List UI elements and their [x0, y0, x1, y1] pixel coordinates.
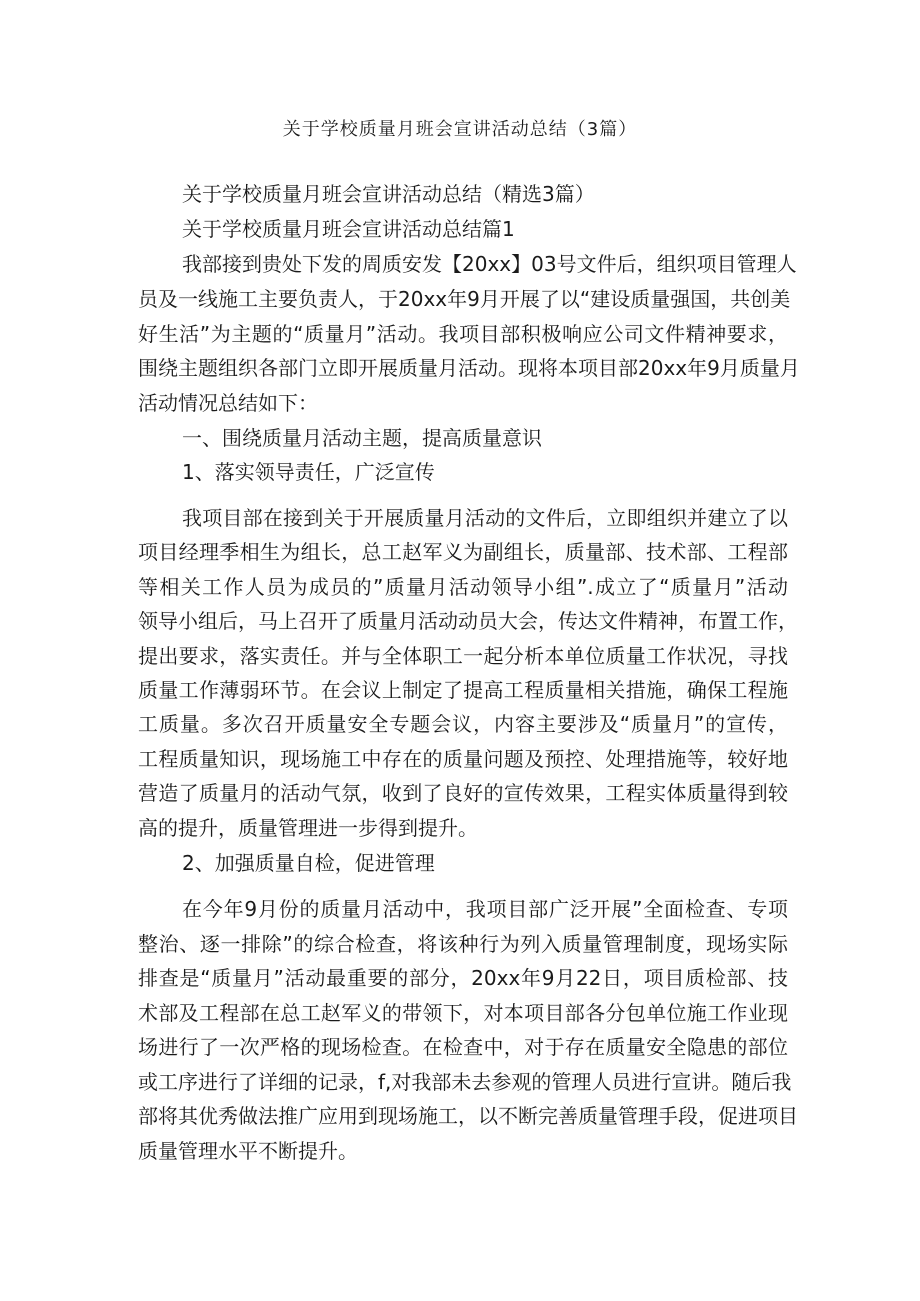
- paragraph-line: 我部接到贵处下发的周质安发【20xx】03号文件后，组织项目管理人: [182, 252, 797, 276]
- paragraph-line: 高的提升，质量管理进一步得到提升。: [138, 816, 478, 840]
- paragraph-line: 工程质量知识，现场施工中存在的质量问题及预控、处理措施等，较好地: [138, 747, 788, 771]
- paragraph-line: 整治、逐一排除”的综合检查，将该种行为列入质量管理制度，现场实际: [138, 932, 788, 956]
- paragraph-line: 围绕主题组织各部门立即开展质量月活动。现将本项目部20xx年9月质量月: [138, 356, 800, 380]
- paragraph-line: 活动情况总结如下：: [138, 391, 318, 415]
- paragraph-line: 或工序进行了详细的记录，f,对我部未去参观的管理人员进行宣讲。随后我: [138, 1070, 792, 1094]
- paragraph-line: 工质量。多次召开质量安全专题会议，内容主要涉及“质量月”的宣传，: [138, 712, 788, 736]
- paragraph-line: 部将其优秀做法推广应用到现场施工，以不断完善质量管理手段，促进项目: [138, 1104, 798, 1128]
- paragraph-line: 在今年9月份的质量月活动中，我项目部广泛开展”全面检查、专项: [182, 897, 788, 921]
- document-subtitle: 关于学校质量月班会宣讲活动总结（精选3篇）: [182, 182, 595, 206]
- section-heading: 关于学校质量月班会宣讲活动总结篇1: [182, 217, 515, 241]
- paragraph-line: 员及一线施工主要负责人，于20xx年9月开展了以“建设质量强国，共创美: [138, 287, 791, 311]
- paragraph-line: 好生活”为主题的“质量月”活动。我项目部积极响应公司文件精神要求，: [138, 322, 788, 346]
- paragraph-line: 营造了质量月的活动气氛，收到了良好的宣传效果，工程实体质量得到较: [138, 781, 788, 805]
- paragraph-line: 术部及工程部在总工赵军义的带领下，对本项目部各分包单位施工作业现: [138, 1001, 788, 1025]
- heading-level-1: 一、围绕质量月活动主题，提高质量意识: [182, 426, 542, 450]
- paragraph-line: 我项目部在接到关于开展质量月活动的文件后，立即组织并建立了以: [182, 506, 788, 530]
- paragraph-line: 场进行了一次严格的现场检查。在检查中，对于存在质量安全隐患的部位: [138, 1035, 788, 1059]
- paragraph-line: 领导小组后，马上召开了质量月活动动员大会，传达文件精神，布置工作，: [138, 609, 798, 633]
- heading-level-2: 1、落实领导责任，广泛宣传: [182, 460, 435, 484]
- heading-level-2: 2、加强质量自检，促进管理: [182, 851, 435, 875]
- document-title: 关于学校质量月班会宣讲活动总结（3篇）: [282, 119, 638, 140]
- paragraph-line: 质量管理水平不断提升。: [138, 1139, 358, 1163]
- paragraph-line: 提出要求，落实责任。并与全体职工一起分析本单位质量工作状况，寻找: [138, 644, 788, 668]
- paragraph-line: 排查是“质量月”活动最重要的部分，20xx年9月22日，项目质检部、技: [138, 966, 788, 990]
- paragraph-line: 项目经理季相生为组长，总工赵军义为副组长，质量部、技术部、工程部: [138, 540, 788, 564]
- paragraph-line: 质量工作薄弱环节。在会议上制定了提高工程质量相关措施，确保工程施: [138, 678, 788, 702]
- paragraph-line: 等相关工作人员为成员的”质量月活动领导小组”.成立了“质量月”活动: [138, 575, 788, 599]
